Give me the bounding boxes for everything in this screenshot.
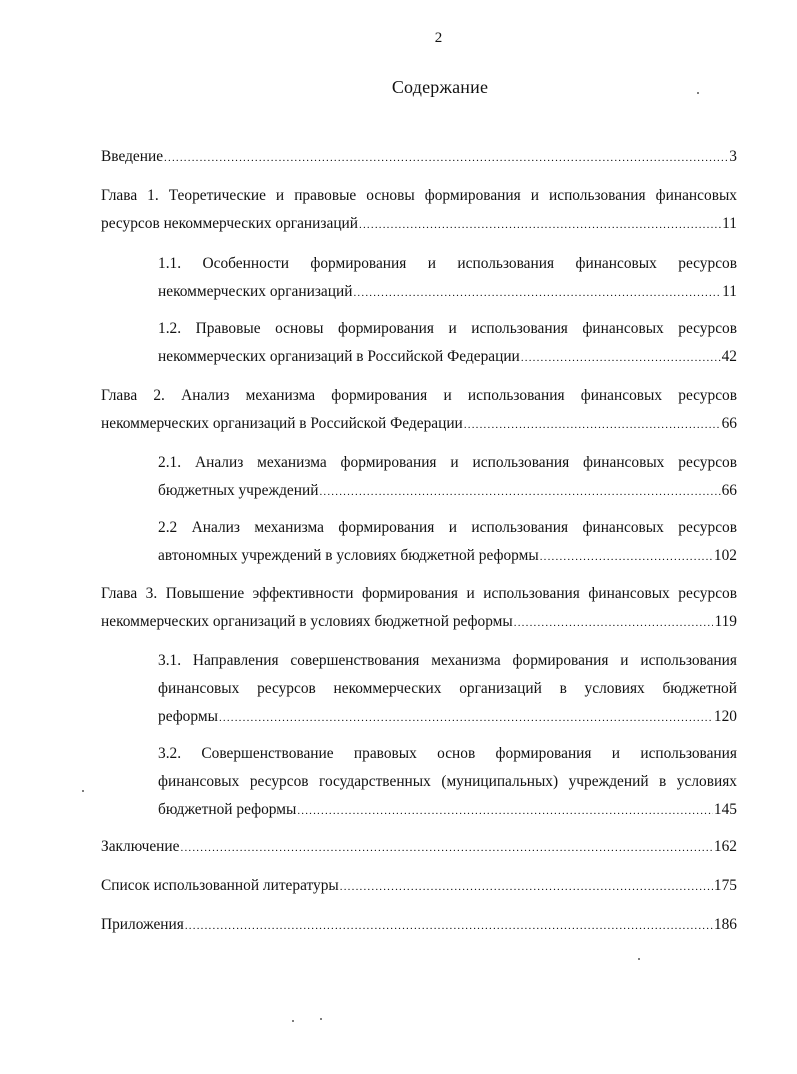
toc-entry-section-3-1[interactable]	[158, 647, 737, 731]
toc-entry-line: 2.1. Анализ механизма формирования и использования финансовых ресурсов	[158, 454, 737, 471]
toc-entry-chapter-1[interactable]	[101, 182, 737, 238]
toc-entry-label: Введение	[101, 148, 164, 165]
toc-page-number: 11	[722, 283, 737, 300]
dot-leader	[164, 144, 728, 172]
toc-entry-label: бюджетной реформы	[158, 801, 297, 818]
toc-entry-line: Глава 2. Анализ механизма формирования и использования финансовых ресурсов	[101, 387, 737, 404]
toc-entry-section-1-2[interactable]	[158, 315, 737, 371]
toc-page-number: 162	[713, 838, 737, 855]
dot-leader	[181, 834, 713, 862]
toc-entry-section-2-2[interactable]	[158, 514, 737, 570]
toc-page-number: 42	[721, 348, 737, 365]
toc-entry-line: финансовых ресурсов государственных (муниципальных) учреждений в условиях	[158, 773, 737, 790]
dot-leader	[521, 344, 721, 372]
toc-entry-label: ресурсов некоммерческих организаций	[101, 215, 359, 232]
toc-entry-label: Приложения	[101, 916, 184, 933]
toc-page-number: 175	[713, 877, 737, 894]
toc-page-number: 11	[722, 215, 737, 232]
scan-speck	[292, 1020, 294, 1022]
dot-leader	[340, 873, 713, 901]
toc-entry-introduction[interactable]	[101, 143, 737, 171]
toc-entry-line: 1.1. Особенности формирования и использования финансовых ресурсов	[158, 255, 737, 272]
toc-title: Содержание	[391, 77, 489, 97]
toc-entry-conclusion[interactable]	[101, 833, 737, 861]
page-number: 2	[434, 30, 443, 46]
toc-entry-line: Глава 3. Повышение эффективности формирования и использования финансовых ресурсов	[101, 585, 737, 602]
toc-entry-line: Глава 1. Теоретические и правовые основы формирования и использования финансовых	[101, 187, 737, 204]
dot-leader	[353, 279, 721, 307]
toc-entry-section-3-2[interactable]	[158, 740, 737, 824]
toc-page-number: 3	[729, 148, 737, 165]
toc-entry-label: бюджетных учреждений	[158, 482, 319, 499]
scan-speck	[82, 790, 84, 792]
dot-leader	[219, 704, 713, 732]
toc-entry-section-2-1[interactable]	[158, 449, 737, 505]
dot-leader	[464, 411, 721, 439]
dot-leader	[297, 797, 713, 825]
toc-page-number: 145	[713, 801, 737, 818]
scan-speck	[697, 92, 699, 94]
toc-page-number: 66	[721, 415, 737, 432]
scan-speck	[320, 1018, 322, 1020]
toc-entry-line: 3.1. Направления совершенствования механизма формирования и использования	[158, 652, 737, 669]
dot-leader	[540, 543, 713, 571]
toc-page-number: 119	[714, 613, 737, 630]
toc-entry-label: Список использованной литературы	[101, 877, 339, 894]
scan-speck	[638, 958, 640, 960]
toc-entry-label: некоммерческих организаций в Российской Федерации	[158, 348, 520, 365]
toc-page-number: 120	[713, 708, 737, 725]
toc-entry-line: финансовых ресурсов некоммерческих организаций в условиях бюджетной	[158, 680, 737, 697]
toc-page-number: 66	[721, 482, 737, 499]
toc-entry-label: некоммерческих организаций в Российской Федерации	[101, 415, 463, 432]
toc-entry-label: некоммерческих организаций	[158, 283, 353, 300]
toc-entry-label: автономных учреждений в условиях бюджетной реформы	[158, 547, 539, 564]
toc-entry-appendices[interactable]	[101, 911, 737, 939]
toc-entry-label: Заключение	[101, 838, 180, 855]
toc-entry-chapter-3[interactable]	[101, 580, 737, 636]
toc-page-number: 102	[713, 547, 737, 564]
dot-leader	[514, 609, 714, 637]
toc-entry-line: 3.2. Совершенствование правовых основ формирования и использования	[158, 745, 737, 762]
toc-entry-line: 2.2 Анализ механизма формирования и использования финансовых ресурсов	[158, 519, 737, 536]
dot-leader	[319, 478, 720, 506]
toc-entry-bibliography[interactable]	[101, 872, 737, 900]
toc-entry-line: 1.2. Правовые основы формирования и использования финансовых ресурсов	[158, 320, 737, 337]
toc-entry-label: реформы	[158, 708, 218, 725]
dot-leader	[185, 912, 713, 940]
toc-entry-chapter-2[interactable]	[101, 382, 737, 438]
toc-entry-label: некоммерческих организаций в условиях бюджетной реформы	[101, 613, 513, 630]
toc-page-number: 186	[713, 916, 737, 933]
toc-entry-section-1-1[interactable]	[158, 250, 737, 306]
dot-leader	[359, 211, 721, 239]
